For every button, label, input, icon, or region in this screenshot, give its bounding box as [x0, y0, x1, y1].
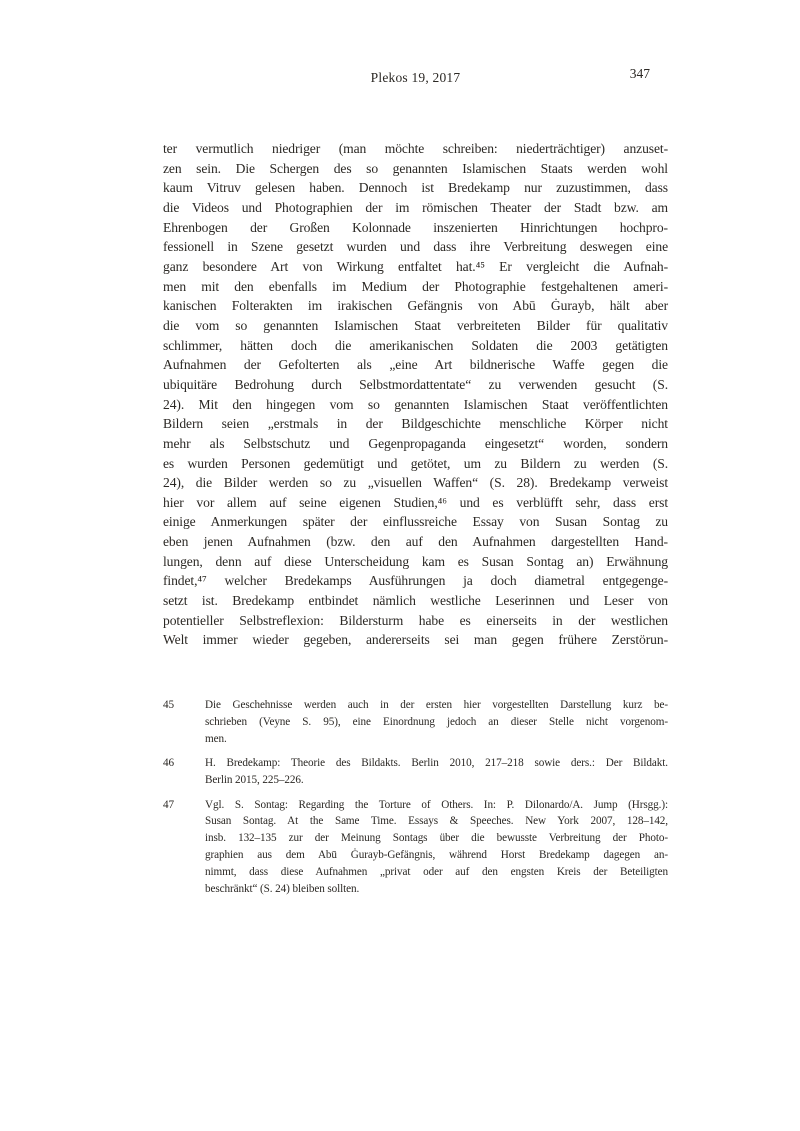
- body-text-line: die vom so genannten Islamischen Staat verbreiteten Bilder für qualitativ: [163, 317, 668, 333]
- body-text-line: potentieller Selbstreflexion: Bildersturm habe es einerseits in der westlichen: [163, 612, 668, 628]
- footnote-text-line: Berlin 2015, 225–226.: [205, 774, 304, 787]
- body-text-line: 24), die Bilder werden so zu „visuellen Waffen“ (S. 28). Bredekamp verweist: [163, 475, 668, 491]
- footnote-47: [163, 797, 668, 898]
- body-text-line: hier vor allem auf seine eigenen Studien,⁴⁶ und es verblüfft sehr, dass erst: [163, 494, 668, 510]
- body-text-line: kanischen Folterakten im irakischen Gefängnis von Abū Ġurayb, hält aber: [163, 298, 668, 314]
- footnote-text-line: insb. 132–135 zur der Meinung Sontags über die bewusste Verbreitung der Photo-: [205, 832, 668, 845]
- footnote-46: [163, 755, 668, 789]
- footnote-text-line: schrieben (Veyne S. 95), eine Einordnung jedoch an dieser Stelle nicht vorgenom-: [205, 715, 668, 728]
- footnote-text: [205, 697, 668, 748]
- body-text-line: ubiquitäre Bedrohung durch Selbstmordattentate“ zu verwenden gesucht (S.: [163, 376, 668, 392]
- body-text-line: Bildern seien „erstmals in der Bildgeschichte menschliche Körper nicht: [163, 416, 668, 432]
- body-text-line: setzt ist. Bredekamp entbindet nämlich westliche Leserinnen und Leser von: [163, 593, 668, 609]
- page-number: 347: [629, 66, 650, 81]
- body-text-line: kaum Vitruv gelesen haben. Dennoch ist Bredekamp nur zuzustimmen, dass: [163, 180, 668, 196]
- footnote-text-line: Die Geschehnisse werden auch in der ersten hier vorgestellten Darstellung kurz be-: [205, 699, 668, 711]
- body-text-line: schlimmer, hätten doch die amerikanischen Soldaten die 2003 getätigten: [163, 337, 668, 353]
- body-text-line: ter vermutlich niedriger (man möchte schreiben: niederträchtiger) anzuset-: [163, 141, 668, 156]
- footnote-text: [205, 797, 668, 898]
- body-text-line: men mit den ebenfalls im Medium der Photographie festgehaltenen ameri-: [163, 278, 668, 294]
- footnote-number: 45: [163, 699, 174, 711]
- body-text-line: Welt immer wieder gegeben, andererseits sei man gegen frühere Zerstörun-: [163, 632, 668, 648]
- body-text-line: die Videos und Photographien der im römischen Theater der Stadt bzw. am: [163, 199, 668, 215]
- footnote-text-line: nimmt, dass diese Aufnahmen „privat oder auf den engsten Kreis der Beteiligten: [205, 866, 668, 879]
- body-text-line: eben jenen Aufnahmen (bzw. den auf den Aufnahmen dargestellten Hand-: [163, 534, 668, 550]
- footnote-number: 47: [163, 798, 174, 811]
- main-text-block: [163, 139, 668, 650]
- body-text-line: lungen, denn auf diese Unterscheidung kam es Susan Sontag an) Erwähnung: [163, 553, 668, 569]
- page-header: [163, 66, 668, 90]
- footnote-text-line: H. Bredekamp: Theorie des Bildakts. Berlin 2010, 217–218 sowie ders.: Der Bildakt.: [205, 757, 668, 770]
- footnote-text-line: Vgl. S. Sontag: Regarding the Torture of Others. In: P. Dilonardo/A. Jump (Hrsgg.):: [205, 798, 668, 811]
- footnote-text-line: men.: [205, 732, 227, 745]
- body-text-line: Aufnahmen der Gefolterten als „eine Art bildnerische Waffe gegen die: [163, 357, 668, 373]
- body-text-line: es wurden Personen gedemütigt und getötet, um zu Bildern zu werden (S.: [163, 455, 668, 471]
- body-text-line: ganz besondere Art von Wirkung entfaltet hat.⁴⁵ Er vergleicht die Aufnah-: [163, 258, 668, 274]
- body-text-line: fessionell in Szene gesetzt wurden und dass ihre Verbreitung deswegen eine: [163, 239, 668, 255]
- footnote-text-line: Susan Sontag. At the Same Time. Essays & Speeches. New York 2007, 128–142,: [205, 815, 668, 828]
- footnote-45: [163, 697, 668, 748]
- body-text-line: Ehrenbogen der Großen Kolonnade inszenierten Hinrichtungen hochpro-: [163, 219, 668, 235]
- footnote-text-line: graphien aus dem Abū Ġurayb-Gefängnis, während Horst Bredekamp dagegen an-: [205, 849, 668, 862]
- body-text-line: mehr als Selbstschutz und Gegenpropaganda eingesetzt“ worden, sondern: [163, 435, 668, 451]
- body-text-line: findet,⁴⁷ welcher Bredekamps Ausführungen ja doch diametral entgegenge-: [163, 573, 668, 589]
- running-head-journal: Plekos 19, 2017: [370, 70, 461, 85]
- footnotes-section: [163, 697, 668, 905]
- body-text-line: zen sein. Die Schergen des so genannten Islamischen Staats werden wohl: [163, 160, 668, 176]
- footnote-number: 46: [163, 757, 174, 770]
- footnote-text: [205, 755, 668, 789]
- footnote-text-line: beschränkt“ (S. 24) bleiben sollten.: [205, 883, 360, 896]
- body-text-line: einige Anmerkungen später der einflussreiche Essay von Susan Sontag zu: [163, 514, 668, 530]
- body-text-line: 24). Mit den hingegen vom so genannten Islamischen Staat veröffentlichten: [163, 396, 668, 412]
